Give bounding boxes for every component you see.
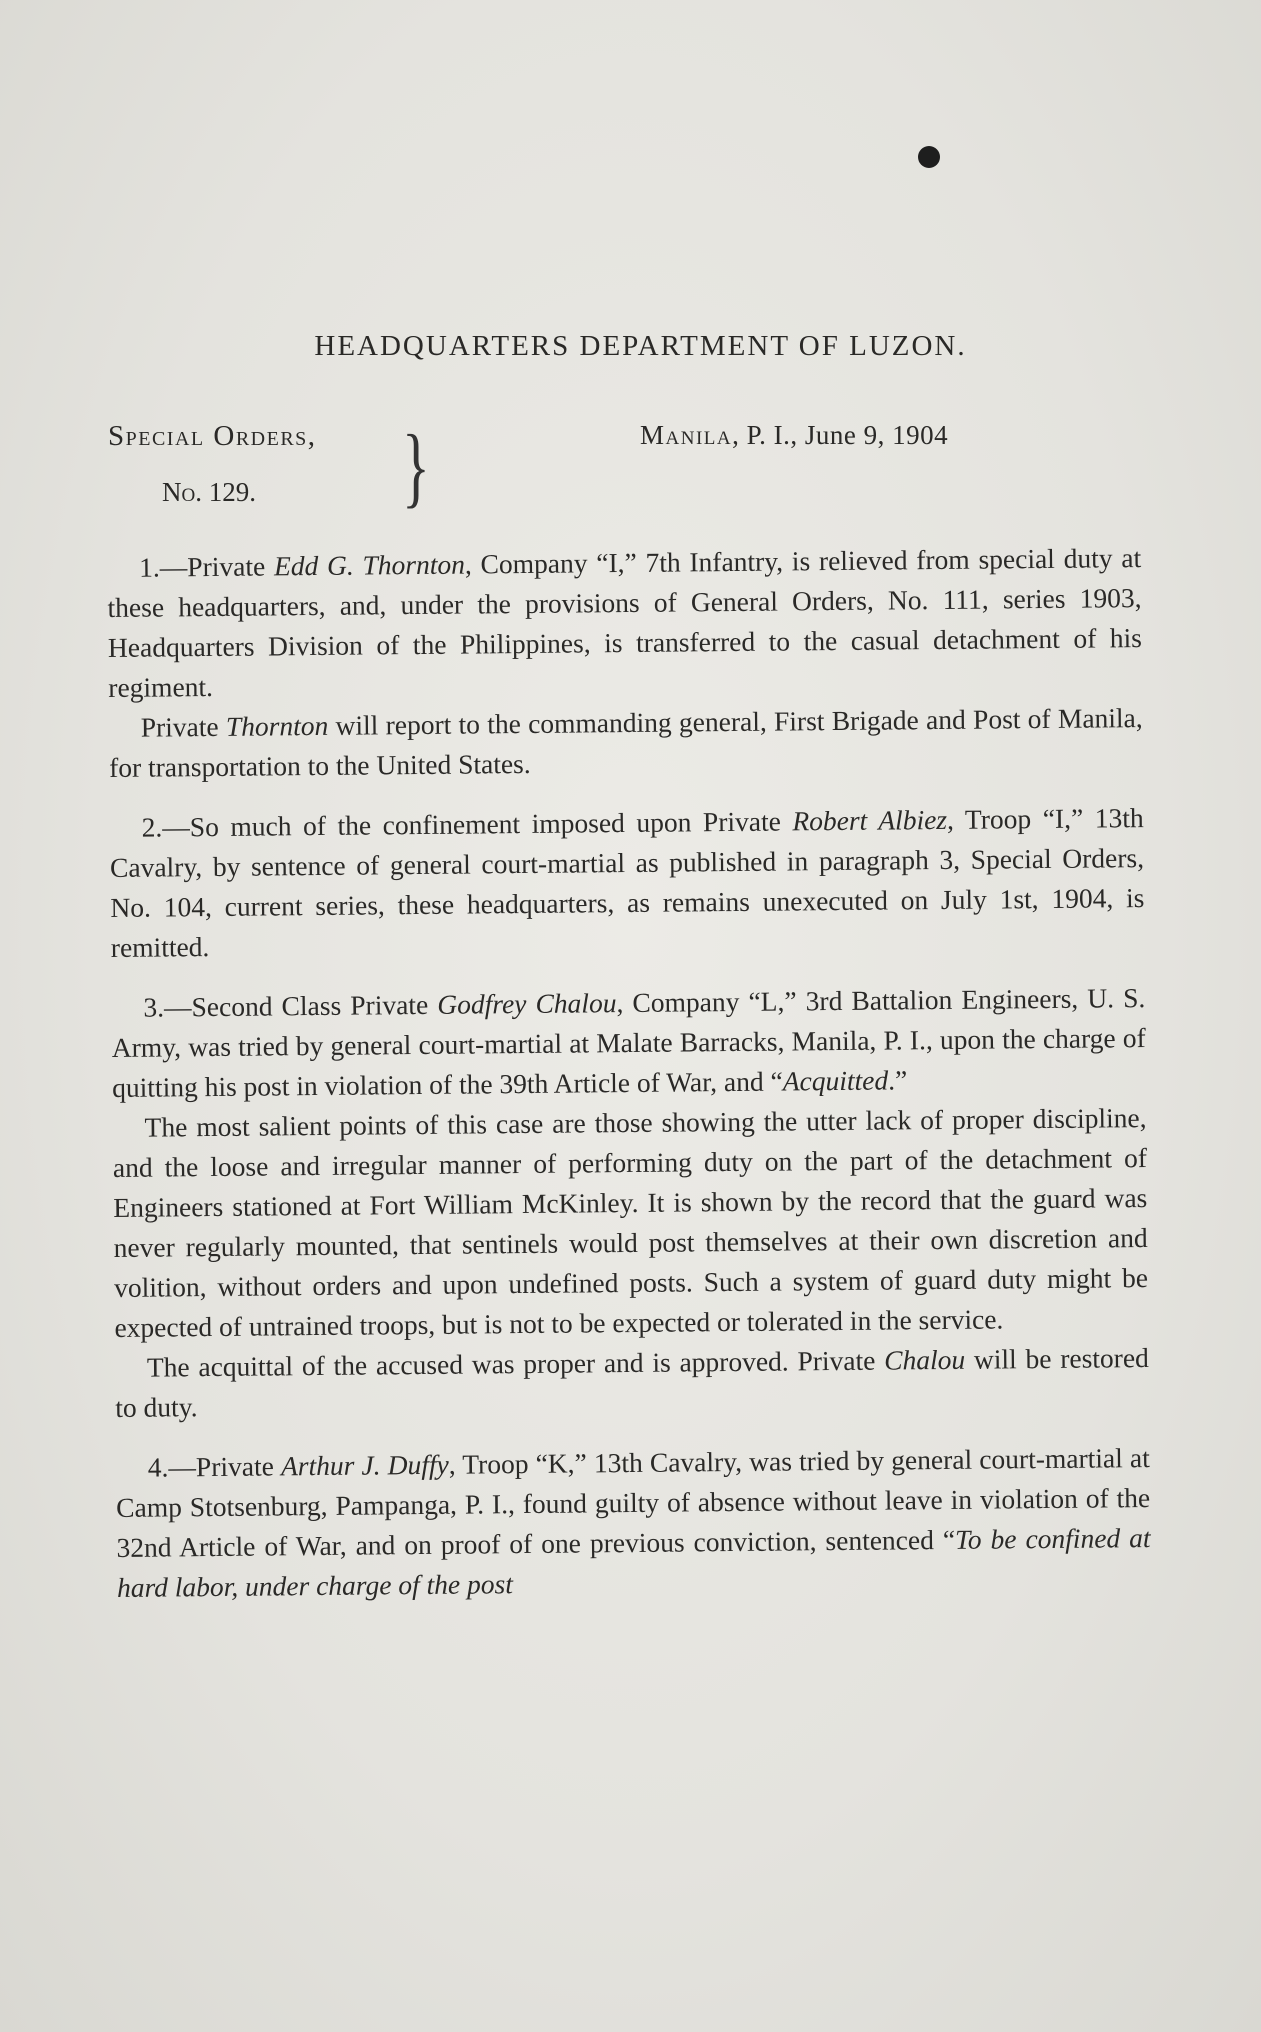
soldier-name: Edd G. Thornton	[273, 548, 466, 582]
soldier-name: Robert Albiez	[792, 803, 948, 837]
paragraph-4: 4.—Private Arthur J. Duffy, Troop “K,” 13th Cavalry, was tried by general court-martial at Camp Stotsenburg, Pampanga, P. I., found guilty of absence without leave in violation of the 32nd Article of War, and on proof of one previous conviction, sentenced “To be confined at hard labor, under charge of the post	[116, 1442, 1151, 1603]
dateline-city: Manila	[640, 420, 733, 450]
verdict: Acquitted	[782, 1064, 889, 1097]
brace-mark: }	[402, 415, 430, 517]
ink-spot	[918, 146, 940, 168]
special-orders-label	[108, 420, 317, 508]
paragraph-3b: The most salient points of this case are those showing the utter lack of proper discipline, and the loose and irregular manner of performing duty on the part of the detachment of Engineers stationed at Fort William McKinley. It is shown by the record that the guard was never regularly mounted, that sentinels would post themselves at their own discretion and volition, without orders and upon undefined posts. Such a system of guard duty might be expected of untrained troops, but is not to be expected or tolerated in the service.	[112, 1102, 1149, 1343]
paragraph-2: 2.—So much of the confinement imposed upon Private Robert Albiez, Troop “I,” 13th Cavalry, by sentence of general court-martial as published in paragraph 3, Special Orders, No. 104, current series, these headquarters, as remains unexecuted on July 1st, 1904, is remitted.	[109, 802, 1145, 963]
orders-body	[107, 538, 1151, 1608]
dateline-date: , P. I., June 9, 1904	[732, 420, 949, 450]
sentence-quote: To be confined at hard labor, under charge of the post	[116, 1522, 1151, 1603]
special-orders-title: Special Orders,	[108, 420, 317, 452]
dateline	[640, 420, 948, 451]
paragraph-1b: Private Thornton will report to the commanding general, First Brigade and Post of Manila, for transportation to the United States.	[108, 702, 1143, 783]
paragraph-3c: The acquittal of the accused was proper and is approved. Private Chalou will be restored to duty.	[115, 1342, 1149, 1423]
soldier-name: Thornton	[225, 709, 329, 742]
paragraph-1: 1.—Private Edd G. Thornton, Company “I,” 7th Infantry, is relieved from special duty at these headquarters, and, under the provisions of General Orders, No. 111, series 1903, Headquarters Division of the Philippines, is transferred to the casual detachment of his regiment.	[107, 542, 1143, 703]
soldier-name: Arthur J. Duffy	[280, 1448, 449, 1482]
document-heading: HEADQUARTERS DEPARTMENT OF LUZON.	[314, 330, 967, 362]
soldier-name: Godfrey Chalou	[437, 987, 617, 1020]
order-number: No. 129.	[162, 477, 256, 507]
paragraph-3: 3.—Second Class Private Godfrey Chalou, Company “L,” 3rd Battalion Engineers, U. S. Army, was tried by general court-martial at Malate Barracks, Manila, P. I., upon the charge of quitting his post in violation of the 39th Article of War, and “Acquitted.”	[111, 982, 1146, 1103]
soldier-name: Chalou	[884, 1343, 966, 1376]
